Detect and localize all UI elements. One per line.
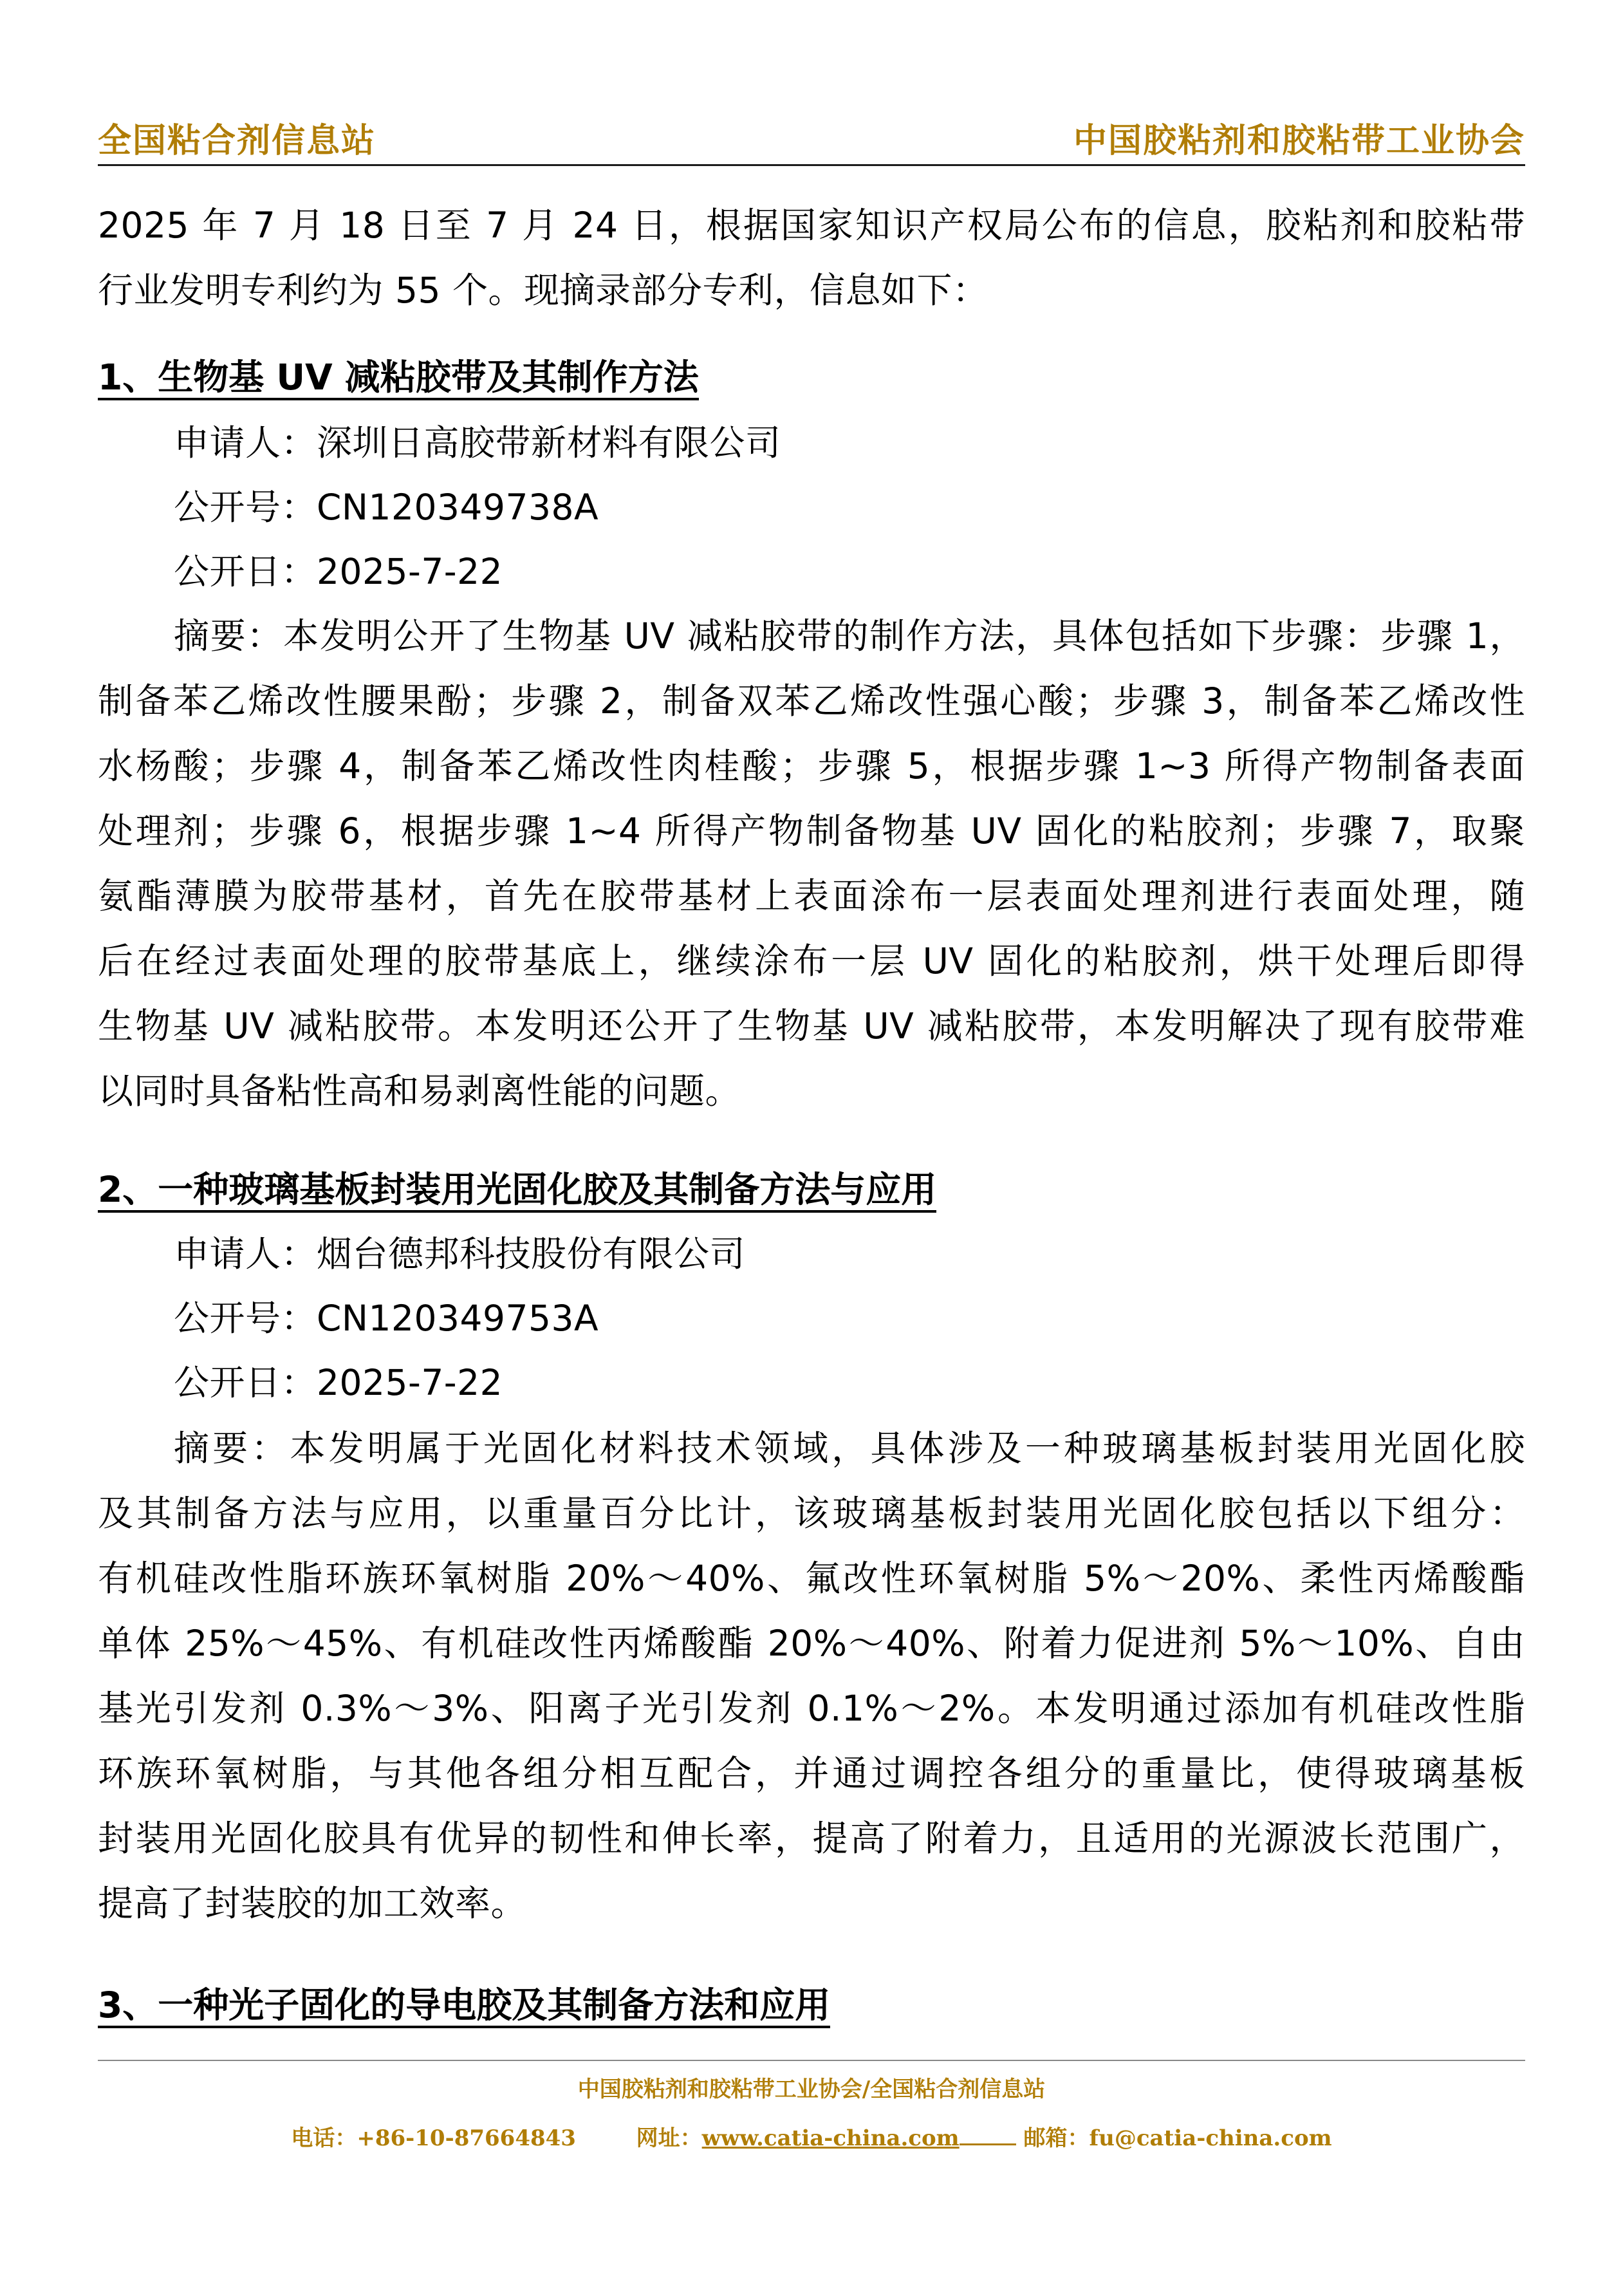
header-rule [98,164,1525,166]
abstract-line: 封装用光固化胶具有优异的韧性和伸长率，提高了附着力，且适用的光源波长范围广， [98,1818,1525,1859]
abstract-line: 环族环氧树脂，与其他各组分相互配合，并通过调控各组分的重量比，使得玻璃基板 [98,1753,1525,1794]
header-left-title: 全国粘合剂信息站 [98,122,376,160]
abstract-line: 摘要：本发明公开了生物基 UV 减粘胶带的制作方法，具体包括如下步骤：步骤 1， [174,615,1525,657]
patent-2-abstract [98,1416,1525,1936]
patent-2-publication-date: 公开日：2025-7-22 [174,1362,503,1403]
patent-1-abstract [98,604,1525,1124]
abstract-line: 制备苯乙烯改性腰果酚；步骤 2，制备双苯乙烯改性强心酸；步骤 3，制备苯乙烯改性 [98,680,1525,722]
abstract-line: 处理剂；步骤 6，根据步骤 1~4 所得产物制备物基 UV 固化的粘胶剂；步骤 7，取聚 [98,810,1525,852]
abstract-line: 氨酯薄膜为胶带基材，首先在胶带基材上表面涂布一层表面处理剂进行表面处理，随 [98,875,1525,917]
patent-2-publication-number: 公开号：CN120349753A [174,1298,599,1339]
patent-2-title: 2、一种玻璃基板封装用光固化胶及其制备方法与应用 [98,1164,936,1215]
footer-phone: 电话：+86-10-87664843 [291,2125,576,2151]
abstract-line: 后在经过表面处理的胶带基底上，继续涂布一层 UV 固化的粘胶剂，烘干处理后即得 [98,940,1525,982]
abstract-line: 水杨酸；步骤 4，制备苯乙烯改性肉桂酸；步骤 5，根据步骤 1~3 所得产物制备表面 [98,745,1525,787]
patent-1-publication-date: 公开日：2025-7-22 [174,551,503,592]
footer-website-link[interactable]: www.catia-china.com [701,2125,960,2151]
patent-1-title: 1、生物基 UV 减粘胶带及其制作方法 [98,351,699,403]
title-underline [98,1210,936,1213]
intro-line: 行业发明专利约为 55 个。现摘录部分专利，信息如下： [98,270,988,311]
abstract-line: 摘要：本发明属于光固化材料技术领域，具体涉及一种玻璃基板封装用光固化胶 [174,1428,1525,1469]
link-underline [960,2120,1016,2145]
title-underline [98,398,699,400]
patent-3-title: 3、一种光子固化的导电胶及其制备方法和应用 [98,1979,830,2031]
running-header [98,115,1525,166]
footer-email[interactable]: 邮箱：fu@catia-china.com [1023,2125,1332,2151]
patent-1-applicant: 申请人：深圳日高胶带新材料有限公司 [174,422,781,463]
header-right-title: 中国胶粘剂和胶粘带工业协会 [1073,122,1525,160]
intro-line: 2025 年 7 月 18 日至 7 月 24 日，根据国家知识产权局公布的信息，胶粘剂和胶粘带 [98,205,1525,246]
footer-rule [98,2060,1525,2061]
patent-2-applicant: 申请人：烟台德邦科技股份有限公司 [174,1233,746,1274]
abstract-line: 及其制备方法与应用，以重量百分比计，该玻璃基板封装用光固化胶包括以下组分： [98,1493,1525,1534]
abstract-line: 提高了封装胶的加工效率。 [98,1883,527,1924]
intro-paragraph [98,193,1525,323]
abstract-line: 单体 25%～45%、有机硅改性丙烯酸酯 20%～40%、附着力促进剂 5%～10%、自由 [98,1623,1525,1664]
abstract-line: 基光引发剂 0.3%～3%、阳离子光引发剂 0.1%～2%。本发明通过添加有机硅改性脂 [98,1688,1525,1729]
abstract-line: 以同时具备粘性高和易剥离性能的问题。 [98,1070,741,1112]
footer-website-label: 网址： [636,2125,702,2151]
abstract-line: 生物基 UV 减粘胶带。本发明还公开了生物基 UV 减粘胶带，本发明解决了现有胶带难 [98,1005,1525,1047]
title-underline [98,2026,830,2028]
patent-1-publication-number: 公开号：CN120349738A [174,487,599,528]
footer-contact [0,2120,1623,2156]
abstract-line: 有机硅改性脂环族环氧树脂 20%～40%、氟改性环氧树脂 5%～20%、柔性丙烯酸酯 [98,1558,1525,1599]
footer-organization: 中国胶粘剂和胶粘带工业协会/全国粘合剂信息站 [577,2077,1046,2102]
